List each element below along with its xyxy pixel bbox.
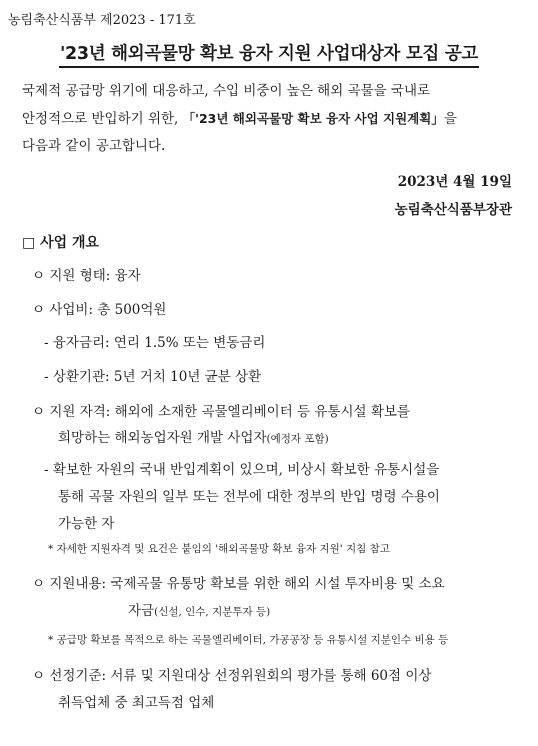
footnote-content: * 공급망 확보를 목적으로 하는 곡물엘리베이터, 가공공장 등 유통시설 지분인수 비용 등 xyxy=(48,634,449,646)
intro-line-2 xyxy=(22,105,512,133)
issuer-signature: 농림축산식품부장관 xyxy=(394,202,512,218)
content-line-2-text: 자금 xyxy=(128,603,155,619)
criteria-line-2: 취득업체 중 최고득점 업체 xyxy=(58,695,215,711)
qualification-line-2-text: 희망하는 해외농업자원 개발 사업자 xyxy=(58,430,267,446)
document-number: 농림축산식품부 제2023 - 171호 xyxy=(8,13,196,28)
repayment-item: - 상환기관: 5년 거치 10년 균분 상환 xyxy=(44,369,262,385)
content-line-1: ㅇ 지원내용: 국제곡물 유통망 확보를 위한 해외 시설 투자비용 및 소요 xyxy=(32,576,445,592)
budget-item: ㅇ 사업비: 총 500억원 xyxy=(32,302,167,318)
announcement-date: 2023년 4월 19일 xyxy=(397,174,512,190)
section-heading: □ 사업 개요 xyxy=(22,235,100,251)
page-title xyxy=(0,40,538,65)
content-line-2 xyxy=(128,599,270,619)
interest-rate-item: - 융자금리: 연리 1.5% 또는 변동금리 xyxy=(44,335,266,351)
condition-line-1: - 확보한 자원의 국내 반입계획이 있으며, 비상시 확보한 유통시설을 xyxy=(44,462,440,478)
content-note-inline: (신설, 인수, 지분투자 등) xyxy=(154,606,271,618)
condition-line-2: 통해 곡물 자원의 일부 또는 전부에 대한 정부의 반입 명령 수용이 xyxy=(58,489,440,505)
condition-line-3: 가능한 자 xyxy=(58,516,115,532)
intro-line-2-pre: 안정적으로 반입하기 위한, xyxy=(22,111,179,127)
qualification-line-1: ㅇ 지원 자격: 해외에 소재한 곡물엘리베이터 등 유통시설 확보를 xyxy=(32,404,410,420)
intro-line-1: 국제적 공급망 위기에 대응하고, 수입 비중이 높은 해외 곡물을 국내로 xyxy=(22,83,431,99)
footnote-qualification: * 자세한 지원자격 및 요건은 붙임의 '해외곡물망 확보 융자 지원' 지침 참고 xyxy=(48,543,390,555)
intro-line-3: 다음과 같이 공고합니다. xyxy=(22,138,166,154)
intro-line-2-post: 을 xyxy=(443,111,457,127)
qualification-line-2 xyxy=(58,426,329,446)
plan-title: 「'23년 해외곡물망 확보 융자 사업 지원계획」 xyxy=(182,111,444,126)
support-type-item: ㅇ 지원 형태: 융자 xyxy=(32,268,141,284)
title-text: '23년 해외곡물망 확보 융자 지원 사업대상자 모집 공고 xyxy=(59,44,479,68)
criteria-line-1: ㅇ 선정기준: 서류 및 지원대상 선정위원회의 평가를 통해 60점 이상 xyxy=(32,668,432,684)
intro-paragraph xyxy=(22,78,512,160)
qualification-note-inline: (예정자 포함) xyxy=(266,433,329,445)
